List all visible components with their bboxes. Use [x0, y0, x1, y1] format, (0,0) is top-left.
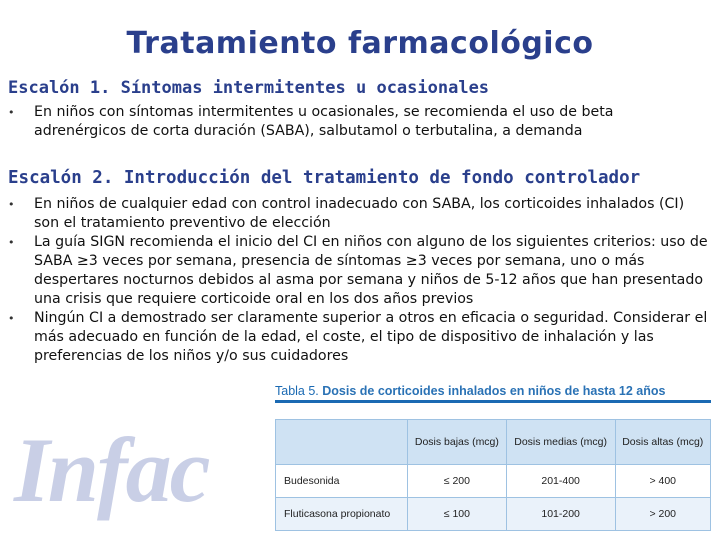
table-caption-text: Dosis de corticoides inhalados en niños de hasta 12 años	[322, 384, 666, 398]
table-header-cell: Dosis altas (mcg)	[615, 420, 711, 465]
table-row	[276, 498, 711, 531]
list-item	[8, 233, 708, 309]
bullet-icon: •	[8, 236, 15, 249]
bullet-text: En niños de cualquier edad con control inadecuado con SABA, los corticoides inhalados (CI) son el tratamiento preventivo de elección	[34, 196, 685, 231]
table-cell: Fluticasona propionato	[276, 498, 408, 531]
table-cell: 101-200	[506, 498, 615, 531]
section2-bullet-list	[8, 195, 708, 366]
table-row	[276, 465, 711, 498]
table-number: Tabla 5.	[275, 384, 319, 398]
table-cell: ≤ 100	[408, 498, 507, 531]
table-cell: > 400	[615, 465, 711, 498]
table-cell: 201-400	[506, 465, 615, 498]
table-header-cell: Dosis bajas (mcg)	[408, 420, 507, 465]
bullet-icon: •	[8, 312, 15, 325]
page-title: Tratamiento farmacológico	[126, 26, 594, 61]
table-header-cell: Dosis medias (mcg)	[506, 420, 615, 465]
table-cell: ≤ 200	[408, 465, 507, 498]
table-caption	[275, 384, 711, 403]
bullet-icon: •	[8, 106, 15, 119]
section1-bullet-list	[8, 103, 708, 141]
list-item	[8, 309, 708, 366]
list-item	[8, 195, 708, 233]
dosage-table	[275, 419, 711, 531]
bullet-text: La guía SIGN recomienda el inicio del CI en niños con alguno de los siguientes criterios: uso de SABA ≥3 veces por semana, presencia de síntomas ≥3 veces por semana, uno o más despertares nocturnos debidos al asma por semana y niños de 5-12 años que han presentado una crisis que requiere corticoide oral en los dos años previos	[34, 234, 708, 307]
table-header-row	[276, 420, 711, 465]
list-item	[8, 103, 708, 141]
bullet-text: Ningún CI a demostrado ser claramente superior a otros en eficacia o seguridad. Considerar el más adecuado en función de la edad, el coste, el tipo de dispositivo de inhalación y las preferencias de los niños y/o sus cuidadores	[34, 310, 708, 364]
table-header-cell	[276, 420, 408, 465]
table-cell: > 200	[615, 498, 711, 531]
section1-heading: Escalón 1. Síntomas intermitentes u ocasionales	[8, 78, 490, 98]
table-cell: Budesonida	[276, 465, 408, 498]
infac-logo-text: Infac	[14, 419, 209, 521]
bullet-icon: •	[8, 198, 15, 211]
section2-heading: Escalón 2. Introducción del tratamiento de fondo controlador	[8, 168, 641, 188]
dosage-table-image	[275, 384, 711, 531]
bullet-text: En niños con síntomas intermitentes u ocasionales, se recomienda el uso de beta adrenérgicos de corta duración (SABA), salbutamol o terbutalina, a demanda	[34, 104, 614, 139]
